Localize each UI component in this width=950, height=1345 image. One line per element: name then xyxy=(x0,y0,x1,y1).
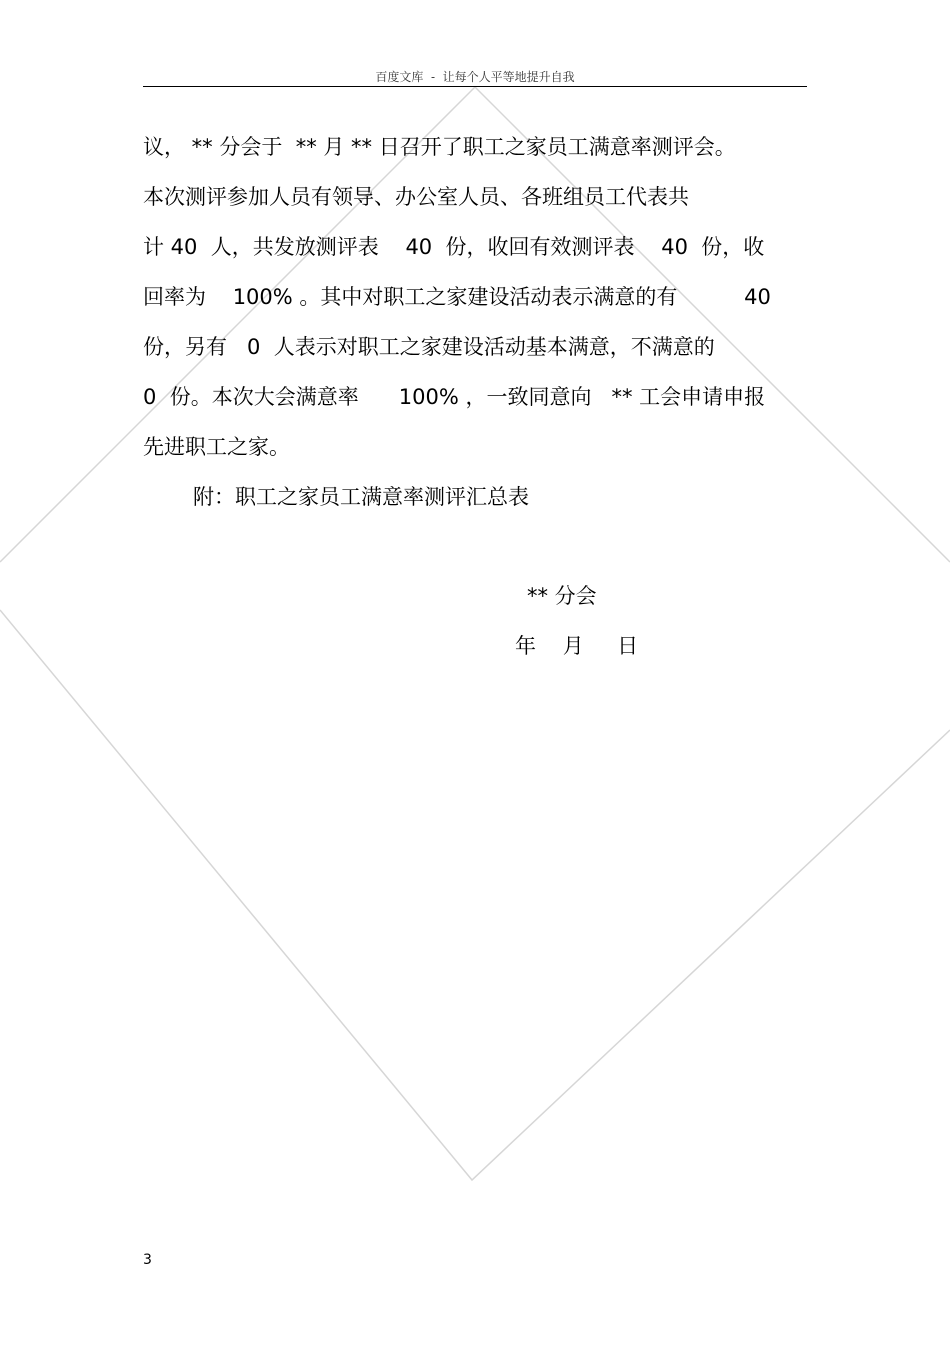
attachment-note: 附：职工之家员工满意率测评汇总表 xyxy=(193,485,529,509)
body-line-1: 议， ** 分会于 ** 月 ** 日召开了职工之家员工满意率测评会。 xyxy=(143,135,736,159)
body-line-3: 计 40 人，共发放测评表 40 份，收回有效测评表 40 份，收 xyxy=(143,235,765,259)
page-header: 百度文库 - 让每个人平等地提升自我 xyxy=(375,70,575,84)
body-line-5: 份，另有 0 人表示对职工之家建设活动基本满意，不满意的 xyxy=(143,335,715,359)
body-line-7: 先进职工之家。 xyxy=(143,435,290,459)
signature-org: ** 分会 xyxy=(527,584,597,608)
body-line-6: 0 份。本次大会满意率 100% ，一致同意向 ** 工会申请申报 xyxy=(143,385,766,409)
body-line-2: 本次测评参加人员有领导、办公室人员、各班组员工代表共 xyxy=(143,185,689,209)
page-number: 3 xyxy=(143,1252,152,1268)
header-divider xyxy=(143,86,807,87)
signature-date: 年 月 日 xyxy=(515,634,639,658)
body-line-4: 回率为 100% 。其中对职工之家建设活动表示满意的有 40 xyxy=(143,285,771,309)
